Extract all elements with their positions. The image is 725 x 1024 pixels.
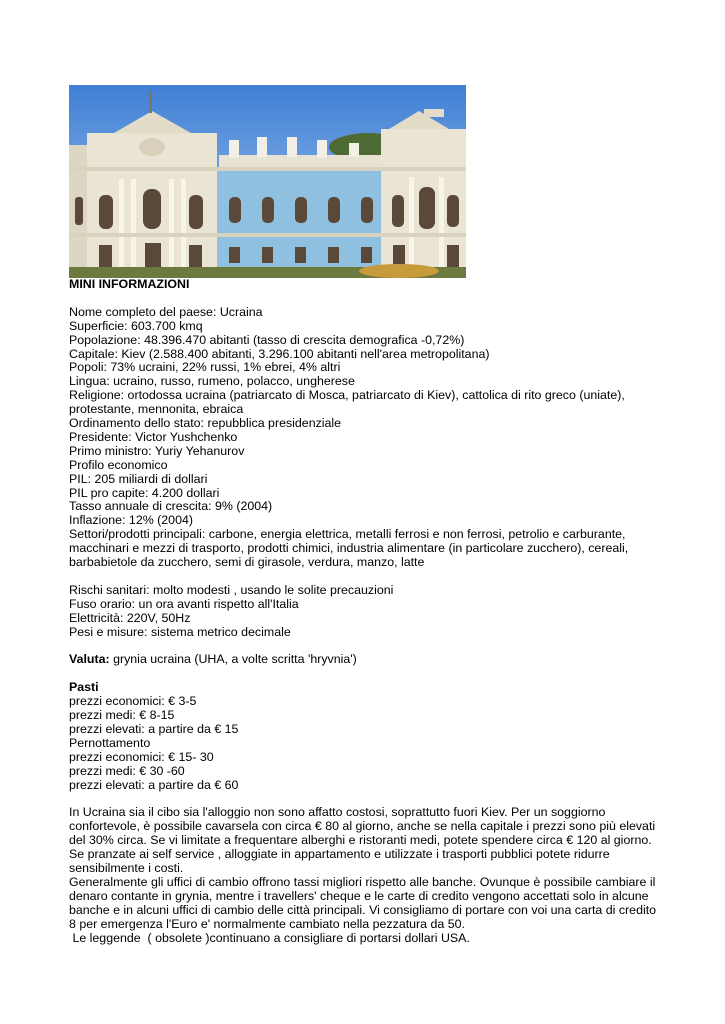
lodging-price: prezzi medi: € 30 -60 (69, 763, 185, 778)
cost-paragraph-line: confortevole, è possibile cavarsela con circa € 80 al giorno, anche se nella capitale i prezzi sono più elevati (69, 819, 656, 834)
practical-line: Pesi e misure: sistema metrico decimale (69, 624, 291, 639)
exchange-paragraph-line: denaro contante in grynia, mentre i travellers' cheque e le carte di credito vengono accettati solo in alcune (69, 888, 649, 903)
exchange-paragraph-line: Le leggende ( obsolete )continuano a consigliare di portarsi dollari USA. (69, 930, 470, 945)
cost-paragraph-line: sensibilmente i costi. (69, 860, 184, 875)
fact-line: Popoli: 73% ucraini, 22% russi, 1% ebrei, 4% altri (69, 360, 341, 375)
fact-line: Popolazione: 48.396.470 abitanti (tasso di crescita demografica -0,72%) (69, 332, 465, 347)
meals-price: prezzi economici: € 3-5 (69, 694, 197, 709)
meals-price: prezzi elevati: a partire da € 15 (69, 721, 239, 736)
cost-paragraph-line: Se pranzate ai self service , alloggiate in appartamento e utilizzate i trasporti pubblici potete ridurre (69, 847, 610, 862)
lodging-price: prezzi elevati: a partire da € 60 (69, 777, 239, 792)
fact-line: Settori/prodotti principali: carbone, energia elettrica, metalli ferrosi e non ferrosi, petrolio e carburante, (69, 527, 626, 542)
country-info-text (69, 278, 659, 945)
exchange-paragraph-line: banche e in alcuni uffici di cambio delle città principali. Vi consigliamo di portare con voi una carta di credito (69, 902, 657, 917)
currency-label: Valuta: (69, 652, 110, 667)
lodging-price: prezzi economici: € 15- 30 (69, 749, 214, 764)
fact-line: Superficie: 603.700 kmq (69, 318, 203, 333)
section-heading: MINI INFORMAZIONI (69, 277, 190, 291)
fact-line: protestante, mennonita, ebraica (69, 402, 244, 417)
fact-line: Inflazione: 12% (2004) (69, 513, 193, 528)
currency-line (69, 653, 659, 667)
palace-photo (69, 85, 466, 278)
fact-line: Lingua: ucraino, russo, rumeno, polacco, ungherese (69, 374, 355, 389)
meals-title: Pasti (69, 680, 99, 695)
fact-line: macchinari e mezzi di trasporto, prodotti chimici, industria alimentare (in particolare zucchero), cereali, (69, 541, 629, 556)
practical-line: Fuso orario: un ora avanti rispetto all'Italia (69, 596, 299, 611)
practical-line: Elettricità: 220V, 50Hz (69, 610, 191, 625)
meals-price: prezzi medi: € 8-15 (69, 708, 175, 723)
fact-line: Capitale: Kiev (2.588.400 abitanti, 3.296.100 abitanti nell'area metropolitana) (69, 346, 490, 361)
fact-line: PIL: 205 miliardi di dollari (69, 471, 208, 486)
exchange-paragraph-line: Generalmente gli uffici di cambio offrono tassi migliori rispetto alle banche. Ovunque è possibile cambiare il (69, 874, 656, 889)
fact-line: PIL pro capite: 4.200 dollari (69, 485, 220, 500)
fact-line: Ordinamento dello stato: repubblica presidenziale (69, 416, 342, 431)
lodging-title: Pernottamento (69, 735, 151, 750)
fact-line: Profilo economico (69, 457, 168, 472)
fact-line: Religione: ortodossa ucraina (patriarcato di Mosca, patriarcato di Kiev), cattolica di rito greco (uniate), (69, 388, 625, 403)
cost-paragraph-line: In Ucraina sia il cibo sia l'alloggio non sono affatto costosi, soprattutto fuori Kiev. Per un soggiorno (69, 805, 606, 820)
practical-line: Rischi sanitari: molto modesti , usando le solite precauzioni (69, 582, 394, 597)
exchange-paragraph-line: 8 per emergenza l'Euro e' normalmente cambiato nella pezzatura da 50. (69, 916, 465, 931)
fact-line: Primo ministro: Yuriy Yehanurov (69, 443, 245, 458)
fact-line: Tasso annuale di crescita: 9% (2004) (69, 499, 273, 514)
cost-paragraph-line: del 30% circa. Se vi limitate a frequentare alberghi e ristoranti medi, potete spendere circa € 120 al giorno. (69, 833, 652, 848)
fact-line: Nome completo del paese: Ucraina (69, 304, 263, 319)
fact-line: barbabietole da zucchero, semi di girasole, verdura, manzo, latte (69, 555, 425, 570)
fact-line: Presidente: Victor Yushchenko (69, 429, 238, 444)
currency-value: grynia ucraina (UHA, a volte scritta 'hryvnia') (109, 652, 357, 667)
